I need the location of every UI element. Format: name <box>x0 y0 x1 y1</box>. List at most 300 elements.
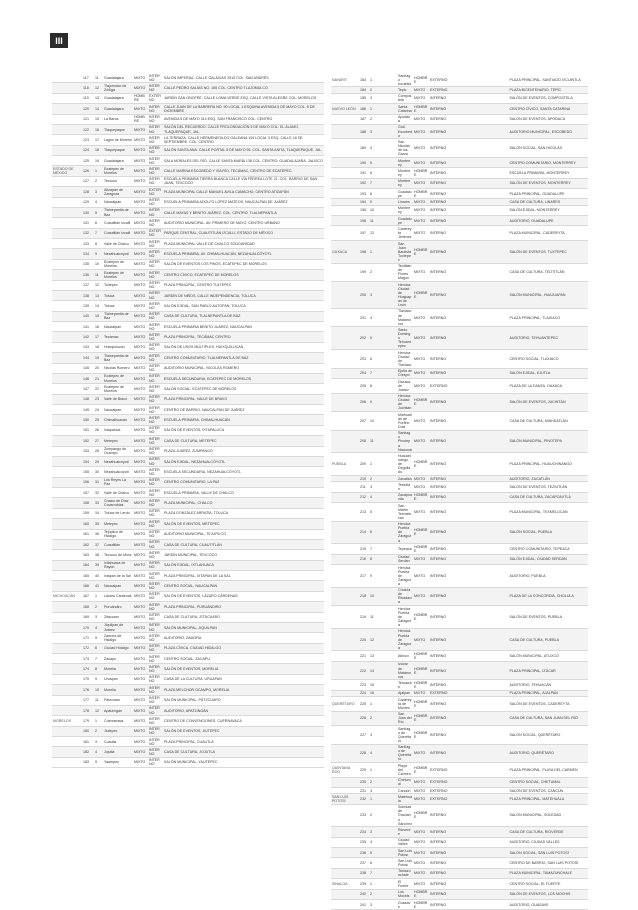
city-cell: Lagos de Moreno <box>104 137 132 142</box>
type-cell: MIXTO <box>414 270 426 275</box>
type-cell: MIXTO <box>413 744 429 763</box>
city-cell: Jojutla <box>103 747 133 757</box>
type-cell: MIXTO <box>133 456 148 466</box>
table-row <box>52 301 324 311</box>
city-cell: Morelia <box>103 664 133 674</box>
address-cell: CENTRO CÍVICO, SANTA CATARINA <box>509 104 589 114</box>
number-cell: 127 <box>83 179 89 184</box>
city-cell: Huixquilucan <box>104 345 125 350</box>
location-cell: INTERNO <box>430 701 447 706</box>
type-cell: MIXTO <box>133 228 148 238</box>
type-cell: MIXTO <box>134 760 146 765</box>
district-cell: 5 <box>94 207 103 217</box>
number-cell: 126 <box>82 166 94 176</box>
number-cell: 191 <box>360 170 366 175</box>
number-cell: 182 <box>82 747 94 757</box>
location-cell: INTERNO <box>149 571 160 580</box>
state-cell <box>52 93 82 103</box>
right-column <box>331 73 588 910</box>
location-cell: INTERNO <box>149 737 160 746</box>
district-cell: 5 <box>369 327 397 350</box>
city-cell: Ecatepec de Morelos <box>104 260 124 269</box>
city-cell: San Juan Bautista Tuxtepec <box>398 241 411 262</box>
table-row <box>52 197 324 207</box>
table-row <box>52 259 324 269</box>
type-cell: MIXTO <box>134 262 146 267</box>
location-cell: INTERNO <box>429 889 509 899</box>
type-cell: HOMBRE <box>414 699 428 708</box>
district-cell: 22 <box>95 386 99 391</box>
left-column <box>52 73 324 768</box>
state-cell <box>52 187 82 197</box>
address-cell: SALÓN DE EVENTOS, MORELIA <box>163 664 324 674</box>
number-cell: 128 <box>82 187 94 197</box>
number-cell: 135 <box>83 262 89 267</box>
district-cell: 12 <box>95 283 99 288</box>
district-cell: 4 <box>369 744 397 763</box>
table-row <box>331 521 588 544</box>
district-cell: 4 <box>94 747 103 757</box>
address-cell: SALÓN DE EVENTOS, COMPOSTELA <box>509 96 573 101</box>
city-cell: Naucalpan <box>104 407 122 412</box>
district-cell: 6 <box>370 170 372 175</box>
type-cell: MIXTO <box>414 315 426 320</box>
state-cell: MORELOS <box>53 718 71 723</box>
table-row <box>52 187 324 197</box>
table-row <box>52 239 324 249</box>
table-row <box>52 135 324 145</box>
number-cell: 209 <box>360 462 366 467</box>
number-cell: 160 <box>82 519 94 529</box>
state-cell <box>52 73 82 83</box>
number-cell: 146 <box>82 373 94 383</box>
city-cell: Tepic <box>397 87 413 93</box>
location-cell: INTERNO <box>429 587 509 606</box>
type-cell: MIXTO <box>134 283 146 288</box>
address-cell: SALÓN DE EVENTOS, JIUTEPEC <box>163 726 324 736</box>
number-cell: 170 <box>82 622 94 632</box>
address-cell: AUDITORIO MUNICIPAL, ESCOBEDO <box>509 124 589 138</box>
district-cell: 18 <box>94 145 103 155</box>
district-cell: 7 <box>369 178 397 188</box>
address-cell: SALÓN EJIDAL, IXTLAHUACA <box>163 560 324 570</box>
location-cell: INTERNO <box>149 322 160 331</box>
address-cell: CENTRO COMUNITARIO, TLALNEPANTLA DE BAZ <box>163 353 324 363</box>
state-cell <box>331 680 359 690</box>
district-cell: 26 <box>95 428 99 433</box>
district-cell: 1 <box>95 718 97 723</box>
city-cell: Santiago Pinotepa Nacional <box>398 431 412 452</box>
table-row <box>331 680 588 690</box>
table-row <box>331 651 588 661</box>
number-cell: 144 <box>82 353 94 363</box>
state-cell <box>52 197 82 207</box>
location-cell: INTERNO <box>148 747 163 757</box>
type-cell: MIXTO <box>413 827 429 837</box>
type-cell: MIXTO <box>414 840 426 845</box>
location-cell: INTERNO <box>148 394 163 404</box>
city-cell: Yautepec <box>104 760 119 765</box>
number-cell: 151 <box>83 428 89 433</box>
location-cell: EXTERNO <box>430 77 448 82</box>
number-cell: 132 <box>82 228 94 238</box>
location-cell: INTERNO <box>149 654 160 663</box>
type-cell: MIXTO <box>133 104 148 114</box>
city-cell: Toluca de Lerdo <box>104 511 130 516</box>
type-cell: MIXTO <box>134 511 146 516</box>
address-cell: SALÓN MUNICIPAL, ATLIXCO <box>509 654 559 659</box>
number-cell: 238 <box>359 868 369 878</box>
number-cell: 240 <box>359 889 369 899</box>
location-cell: INTERNO <box>430 208 447 213</box>
location-cell: INTERNO <box>429 848 509 858</box>
state-cell <box>331 587 359 606</box>
table-row <box>52 581 324 591</box>
city-cell: Cadereyta de Montes <box>398 697 412 710</box>
number-cell: 145 <box>83 366 89 371</box>
district-cell: 4 <box>369 492 397 502</box>
number-cell: 130 <box>82 207 94 217</box>
address-cell: PLAZA DE LA DANZA, OAXACA <box>509 383 563 388</box>
location-cell: INTERNO <box>149 384 160 393</box>
address-cell: CENTRO DE BARRIO, SAN LUIS POTOSÍ <box>509 861 579 866</box>
address-cell: JARDÍN MUNICIPAL, TEXCOCO <box>164 552 217 557</box>
state-cell <box>52 602 82 612</box>
location-cell: EXTERNO <box>148 228 163 238</box>
number-cell: 173 <box>83 656 89 661</box>
city-cell: Morelia <box>103 685 133 695</box>
city-cell: Monterrey <box>397 178 413 188</box>
location-cell: INTERNO <box>429 327 509 350</box>
number-cell: 141 <box>83 324 89 329</box>
state-cell <box>52 104 82 114</box>
state-cell <box>52 705 82 715</box>
location-cell: INTERNO <box>149 281 160 290</box>
number-cell: 236 <box>359 848 369 858</box>
state-cell <box>52 519 82 529</box>
type-cell: MIXTO <box>414 861 426 866</box>
location-cell: INTERNO <box>430 484 447 489</box>
city-cell: San Luis Potosí <box>398 848 412 857</box>
type-cell: MIXTO <box>133 332 148 342</box>
district-cell: 3 <box>369 282 397 309</box>
address-cell: CENTRO COMUNITARIO, TEPEACA <box>509 546 570 551</box>
address-cell: CENTRO SOCIAL, ZACAPU <box>164 656 210 661</box>
city-cell: Texcoco de Mora <box>104 552 132 557</box>
location-cell: INTERNO <box>430 117 447 122</box>
city-cell: Santiago Ixcuintla <box>398 73 412 86</box>
table-row <box>331 114 588 124</box>
city-cell: Naucalpan <box>103 581 133 591</box>
location-cell: INTERNO <box>429 178 509 188</box>
state-cell <box>52 622 82 632</box>
address-cell: PLAZA MELCHOR OCAMPO, MORELIA <box>163 685 324 695</box>
district-cell: 2 <box>369 711 397 725</box>
number-cell: 154 <box>82 456 94 466</box>
number-cell: 185 <box>360 96 366 101</box>
location-cell: INTERNO <box>430 546 447 551</box>
type-cell: MIXTO <box>413 87 429 93</box>
type-cell: HOMBRE <box>413 240 429 263</box>
district-cell: 1 <box>370 77 372 82</box>
district-cell: 11 <box>370 614 374 619</box>
type-cell: MIXTO <box>134 739 146 744</box>
table-row <box>331 240 588 263</box>
district-cell: 5 <box>95 635 97 640</box>
address-cell: AUDITORIO, QUERÉTARO <box>509 744 589 763</box>
type-cell: MIXTO <box>413 777 429 787</box>
district-cell: 8 <box>370 383 372 388</box>
address-cell: AUDITORIO, TEHUANTEPEC <box>509 327 589 350</box>
city-cell: Naucalpan <box>104 200 122 205</box>
state-cell: QUERÉTARO <box>332 701 355 706</box>
state-cell <box>331 606 359 629</box>
table-row <box>52 228 324 238</box>
city-cell: Puruándiro <box>103 602 133 612</box>
type-cell: MIXTO <box>134 324 146 329</box>
city-cell: Guadalupe <box>398 189 412 198</box>
type-cell: MIXTO <box>134 366 146 371</box>
number-cell: 124 <box>82 145 94 155</box>
state-cell <box>52 436 82 446</box>
type-cell: MIXTO <box>133 539 148 549</box>
city-cell: Monterrey <box>398 206 411 215</box>
type-cell: MIXTO <box>133 311 148 321</box>
city-cell: Soledad de Graciano Sánchez <box>398 805 412 826</box>
table-row <box>331 763 588 777</box>
district-cell: 1 <box>370 701 372 706</box>
number-cell: 222 <box>359 661 369 680</box>
address-cell: CENTRO SOCIAL, NAUCALPAN <box>163 581 324 591</box>
city-cell: Cuernavaca <box>104 718 124 723</box>
city-cell: La Barca <box>104 117 119 122</box>
city-cell: Santo Domingo Tehuantepec <box>397 327 413 350</box>
district-cell: 4 <box>370 315 372 320</box>
district-cell: 7 <box>369 868 397 878</box>
location-cell: INTERNO <box>149 675 160 684</box>
location-cell: INTERNO <box>149 198 160 207</box>
address-cell: SALÓN DE EVENTOS, TUXTEPEC <box>509 240 589 263</box>
district-cell: 5 <box>369 157 397 167</box>
address-cell: PLAZA PRINCIPAL, PURUÁNDIRO <box>163 602 324 612</box>
location-cell: INTERNO <box>429 157 509 167</box>
district-cell: 32 <box>95 490 99 495</box>
number-cell: 149 <box>83 407 89 412</box>
state-cell <box>52 83 82 93</box>
table-row <box>331 453 588 476</box>
number-cell: 169 <box>83 615 89 620</box>
address-cell: CALLE MAYAS Y BENITO JUÁREZ. COL. CENTRO, TLALNEPANTLA <box>163 207 324 217</box>
number-cell: 190 <box>359 157 369 167</box>
location-cell: INTERNO <box>149 115 160 124</box>
address-cell: JARDÍN SAN ONOFRE. CALLE LOMA VERDE ESQ. CALLE VISTA ALEGRE COL. MORELOS <box>164 96 317 101</box>
state-cell <box>331 430 359 453</box>
type-cell: MIXTO <box>134 615 146 620</box>
state-cell <box>331 726 359 745</box>
state-cell <box>52 612 82 622</box>
state-cell <box>331 482 359 492</box>
city-cell: Oaxaca de Juárez <box>398 379 411 392</box>
number-cell: 189 <box>360 146 366 151</box>
number-cell: 192 <box>359 178 369 188</box>
number-cell: 220 <box>359 628 369 651</box>
address-cell: CENTRO COMUNITARIO, LA PAZ <box>163 477 324 487</box>
address-cell: SALÓN EJIDAL, SAN PABLO AUTOPAN, TOLUCA <box>164 303 246 308</box>
city-cell: Tepeaca <box>398 546 412 551</box>
address-cell: SALÓN SOCIAL, QUERÉTARO <box>509 732 561 737</box>
district-cell: 12 <box>94 705 103 715</box>
district-cell: 2 <box>95 179 97 184</box>
city-cell: Compostela <box>398 94 412 103</box>
location-cell: INTERNO <box>148 685 163 695</box>
number-cell: 207 <box>360 418 366 423</box>
city-cell: Jiutepec <box>103 726 133 736</box>
location-cell: INTERNO <box>429 868 509 878</box>
state-cell <box>52 342 82 352</box>
address-cell: SALÓN DE EVENTOS LOS PINOS, ECATEPEC DE MORELOS <box>164 262 267 267</box>
district-cell: 3 <box>369 124 397 138</box>
location-cell: EXTERNO <box>430 788 448 793</box>
district-cell: 3 <box>95 739 97 744</box>
district-cell: 18 <box>95 345 99 350</box>
district-cell: 10 <box>370 208 374 213</box>
type-cell: MIXTO <box>134 407 146 412</box>
address-cell: PLAZA PRINCIPAL, IZÚCAR <box>509 661 589 680</box>
district-cell: 2 <box>369 475 397 481</box>
state-cell <box>331 848 359 858</box>
table-row <box>331 899 588 909</box>
location-cell: INTERNO <box>429 492 509 502</box>
city-cell: Ixtapaluca <box>104 428 121 433</box>
state-cell <box>52 726 82 736</box>
table-row <box>52 622 324 632</box>
type-cell: MIXTO <box>133 477 148 487</box>
state-cell <box>331 368 359 378</box>
type-cell: MIXTO <box>414 146 426 151</box>
address-cell: PLAZA PRINCIPAL, VALLE DE BRAVO <box>163 394 324 404</box>
state-cell: PUEBLA <box>332 462 347 467</box>
district-cell: 10 <box>369 587 397 606</box>
number-cell: 200 <box>359 282 369 309</box>
state-cell <box>331 412 359 431</box>
district-cell: 7 <box>95 656 97 661</box>
table-row <box>52 104 324 114</box>
location-cell: INTERNO <box>148 726 163 736</box>
number-cell: 188 <box>359 124 369 138</box>
state-cell <box>331 168 359 178</box>
location-cell: INTERNO <box>149 177 160 186</box>
location-cell: INTERNO <box>430 573 447 578</box>
state-cell <box>331 899 359 909</box>
state-cell <box>331 282 359 309</box>
location-cell: INTERNO <box>148 83 163 93</box>
city-cell: Guasave <box>398 900 411 909</box>
state-cell <box>331 263 359 282</box>
type-cell: MIXTO <box>134 137 146 142</box>
city-cell: Toluca <box>103 290 133 300</box>
district-cell: 2 <box>369 777 397 787</box>
city-cell: Pátzcuaro <box>104 698 121 703</box>
location-cell: INTERNO <box>149 218 160 227</box>
state-cell <box>331 492 359 502</box>
table-row <box>52 405 324 415</box>
district-cell: 8 <box>369 554 397 564</box>
city-cell: Teotitlán de Flores Magón <box>398 264 412 281</box>
location-cell: INTERNO <box>429 393 509 412</box>
table-row <box>52 467 324 477</box>
number-cell: 147 <box>83 386 89 391</box>
location-cell: INTERNO <box>429 554 509 564</box>
table-row <box>331 804 588 827</box>
number-cell: 119 <box>83 96 89 101</box>
city-cell: Ciudad Serdán <box>397 554 413 564</box>
type-cell: HOMBRE <box>414 890 428 899</box>
table-row <box>331 837 588 847</box>
city-cell: Guadalajara <box>104 96 124 101</box>
location-cell: INTERNO <box>148 705 163 715</box>
district-cell: 12 <box>370 231 374 236</box>
district-cell: 11 <box>369 430 397 453</box>
table-row <box>331 744 588 763</box>
table-row <box>52 176 324 186</box>
type-cell: MIXTO <box>414 573 426 578</box>
state-cell: MICHOACÁN <box>53 594 75 599</box>
address-cell: ESCUELA SECUNDARIA, ECATEPEC DE MORELOS <box>163 373 324 383</box>
table-row <box>331 889 588 899</box>
type-cell: MIXTO <box>133 353 148 363</box>
type-cell: HOMBRE <box>414 765 428 774</box>
state-cell <box>52 508 82 518</box>
address-cell: CENTRO DE CONVENCIONES, CUERNAVACA <box>164 718 242 723</box>
address-cell: SALÓN MUNICIPAL, SOLEDAD <box>509 813 562 818</box>
city-cell: Jiquilpan de Juárez <box>103 622 133 632</box>
address-cell: PLAZA CÍVICA, CIUDAD HIDALGO <box>163 643 324 653</box>
table-row <box>331 711 588 725</box>
state-cell <box>52 737 82 747</box>
location-cell: INTERNO <box>430 732 447 737</box>
number-cell: 150 <box>82 415 94 425</box>
address-cell: CENTRO SOCIAL, TLAXIACO <box>509 356 559 361</box>
number-cell: 121 <box>83 117 89 122</box>
location-cell: INTERNO <box>148 332 163 342</box>
state-cell <box>331 189 359 199</box>
city-cell: Tlalnepantla de Baz <box>103 207 133 217</box>
type-cell: MIXTO <box>413 794 429 804</box>
district-cell: 1 <box>95 594 97 599</box>
address-cell: CASA DE CULTURA, PUEBLA <box>509 628 589 651</box>
city-cell: Valle de Bravo <box>103 394 133 404</box>
address-cell: PARQUE CENTRAL, CUAUTITLÁN IZCALLI, ESTADO DE MÉXICO <box>163 228 324 238</box>
city-cell: Guadalajara <box>104 75 124 80</box>
state-cell <box>52 633 82 643</box>
city-cell: Teziutlán <box>398 482 411 491</box>
city-cell: Monterrey <box>397 157 413 167</box>
address-cell: CASA DE CULTURA, ZACAPOAXTLA <box>509 492 589 502</box>
type-cell: MIXTO <box>413 124 429 138</box>
table-row <box>331 327 588 350</box>
table-row <box>52 270 324 280</box>
district-cell: 3 <box>95 615 97 620</box>
type-cell: MIXTO <box>134 718 146 723</box>
type-cell: MIXTO <box>414 509 426 514</box>
address-cell: AUDITORIO, ZACATLÁN <box>509 475 589 481</box>
type-cell: MIXTO <box>133 249 148 259</box>
district-cell: 35 <box>94 519 103 529</box>
table-row <box>331 868 588 878</box>
city-cell: Tlaquepaque <box>103 145 133 155</box>
table-row <box>331 492 588 502</box>
location-cell: INTERNO <box>430 654 447 659</box>
